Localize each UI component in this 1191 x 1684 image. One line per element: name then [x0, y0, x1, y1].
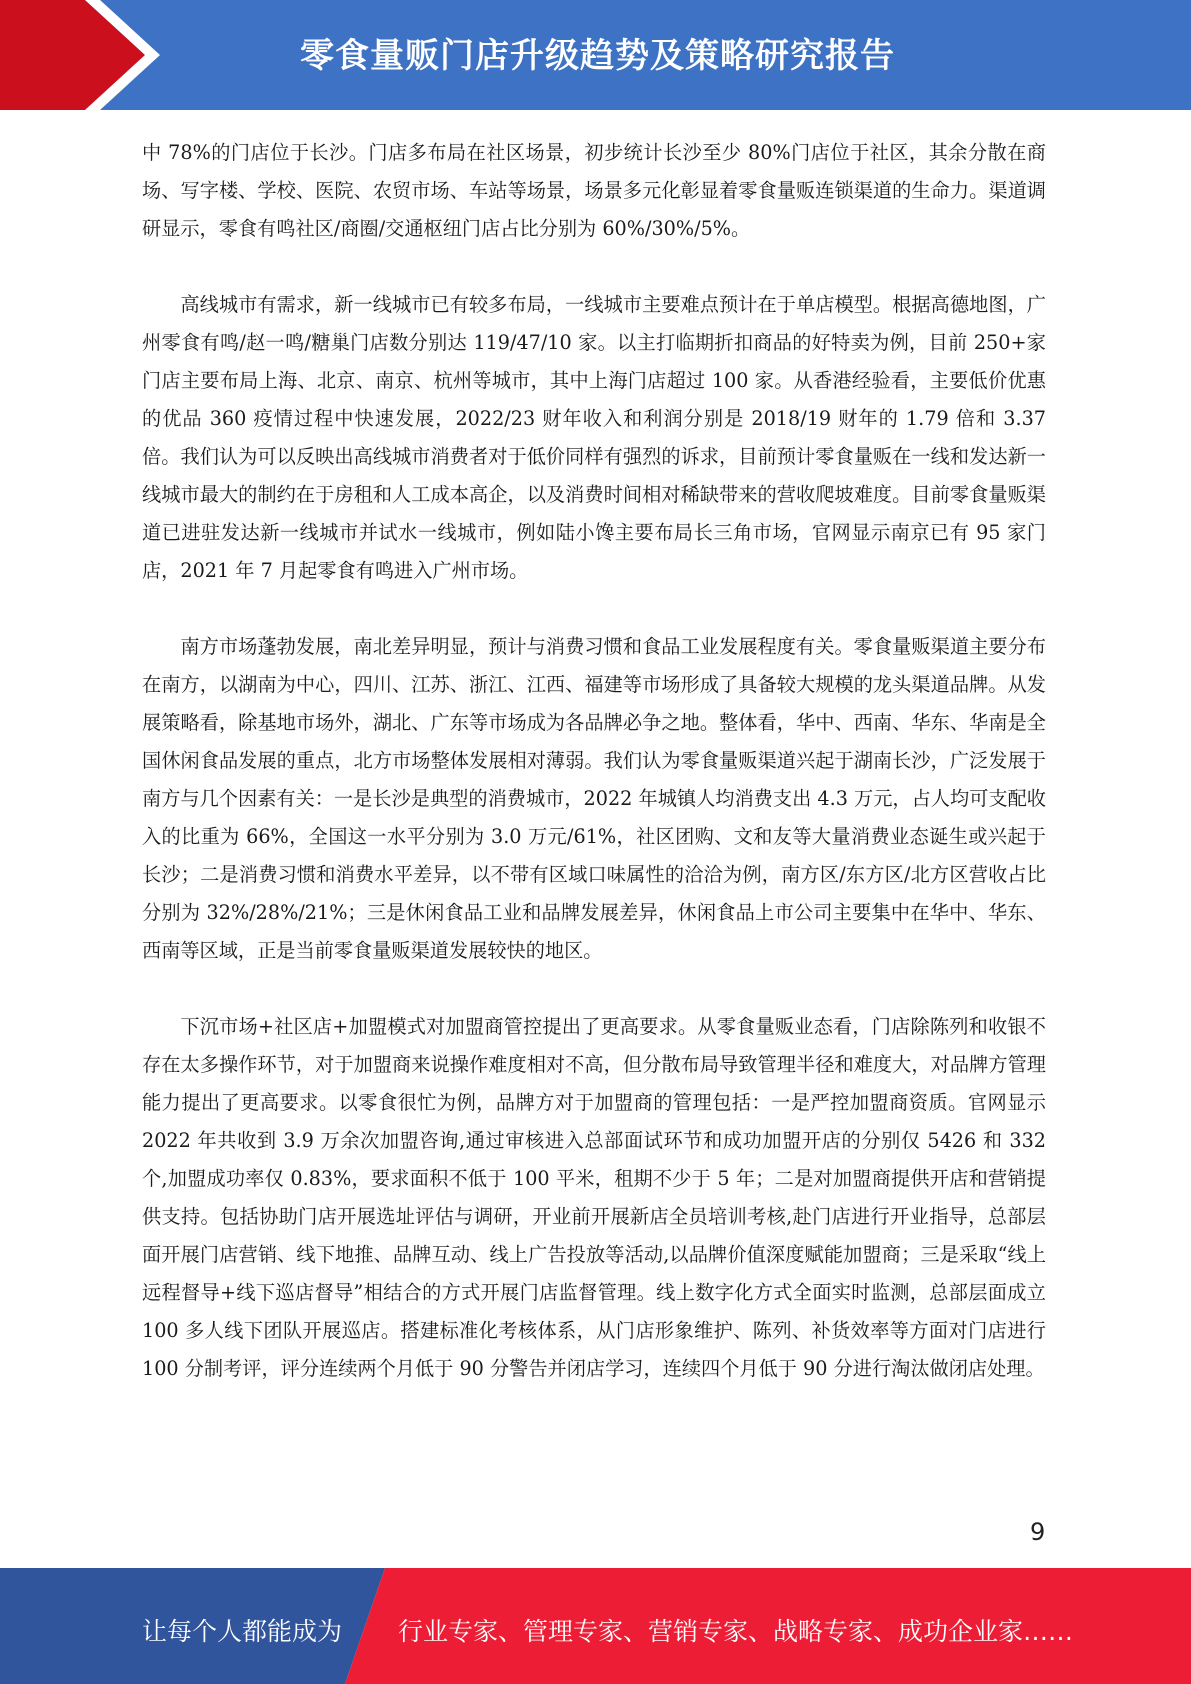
footer-slogan: 让每个人都能成为: [142, 1617, 343, 1646]
paragraph: 南方市场蓬勃发展，南北差异明显，预计与消费习惯和食品工业发展程度有关。零食量贩渠道主要分布在南方，以湖南为中心，四川、江苏、浙江、江西、福建等市场形成了具备较大规模的龙头渠道品牌。从发展策略看，除基地市场外，湖北、广东等市场成为各品牌必争之地。整体看，华中、西南、华东、华南是全国休闲食品发展的重点，北方市场整体发展相对薄弱。我们认为零食量贩渠道兴起于湖南长沙，广泛发展于南方与几个因素有关：一是长沙是典型的消费城市，2022 年城镇人均消费支出 4.3 万元，占人均可支配收入的比重为 66%，全国这一水平分别为 3.0 万元/61%，社区团购、文和友等大量消费业态诞生或兴起于长沙；二是消费习惯和消费水平差异，以不带有区域口味属性的洽洽为例，南方区/东方区/北方区营收占比分别为 32%/28%/21%；三是休闲食品工业和品牌发展差异，休闲食品上市公司主要集中在华中、华东、西南等区域，正是当前零食量贩渠道发展较快的地区。: [142, 635, 1046, 962]
paragraph: 中 78%的门店位于长沙。门店多布局在社区场景，初步统计长沙至少 80%门店位于社区，其余分散在商场、写字楼、学校、医院、农贸市场、车站等场景，场景多元化彰显着零食量贩连锁渠道的生命力。渠道调研显示，零食有鸣社区/商圈/交通枢纽门店占比分别为 60%/30%/5%。: [142, 141, 1046, 240]
page-footer: [0, 1568, 1191, 1684]
paragraph: 下沉市场+社区店+加盟模式对加盟商管控提出了更高要求。从零食量贩业态看，门店除陈列和收银不存在太多操作环节，对于加盟商来说操作难度相对不高，但分散布局导致管理半径和难度大，对品牌方管理能力提出了更高要求。以零食很忙为例，品牌方对于加盟商的管理包括：一是严控加盟商资质。官网显示 2022 年共收到 3.9 万余次加盟咨询,通过审核进入总部面试环节和成功加盟开店的分别仅 5426 和 332 个,加盟成功率仅 0.83%，要求面积不低于 100 平米，租期不少于 5 年；二是对加盟商提供开店和营销提供支持。包括协助门店开展选址评估与调研，开业前开展新店全员培训考核,赴门店进行开业指导，总部层面开展门店营销、线下地推、品牌互动、线上广告投放等活动,以品牌价值深度赋能加盟商；三是采取“线上远程督导+线下巡店督导”相结合的方式开展门店监督管理。线上数字化方式全面实时监测，总部层面成立 100 多人线下团队开展巡店。搭建标准化考核体系，从门店形象维护、陈列、补货效率等方面对门店进行 100 分制考评，评分连续两个月低于 90 分警告并闭店学习，连续四个月低于 90 分进行淘汰做闭店处理。: [142, 1015, 1046, 1380]
report-title: 零食量贩门店升级趋势及策略研究报告: [300, 36, 895, 76]
page-header: [0, 0, 1191, 110]
footer-roles: 行业专家、管理专家、营销专家、战略专家、成功企业家……: [398, 1617, 1074, 1646]
paragraph: 高线城市有需求，新一线城市已有较多布局，一线城市主要难点预计在于单店模型。根据高德地图，广州零食有鸣/赵一鸣/糖巢门店数分别达 119/47/10 家。以主打临期折扣商品的好特卖为例，目前 250+家门店主要布局上海、北京、南京、杭州等城市，其中上海门店超过 100 家。从香港经验看，主要低价优惠的优品 360 疫情过程中快速发展，2022/23 财年收入和利润分别是 2018/19 财年的 1.79 倍和 3.37 倍。我们认为可以反映出高线城市消费者对于低价同样有强烈的诉求，目前预计零食量贩在一线和发达新一线城市最大的制约在于房租和人工成本高企，以及消费时间相对稀缺带来的营收爬坡难度。目前零食量贩渠道已进驻发达新一线城市并试水一线城市，例如陆小馋主要布局长三角市场，官网显示南京已有 95 家门店，2021 年 7 月起零食有鸣进入广州市场。: [142, 293, 1046, 582]
report-body: [142, 134, 1046, 1388]
page-number: 9: [1030, 1518, 1046, 1546]
